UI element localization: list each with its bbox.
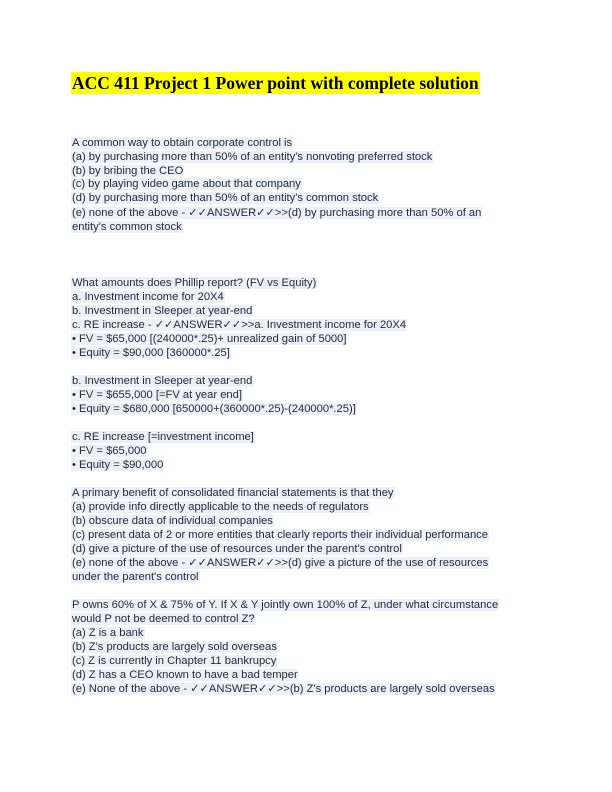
q4-stem: P owns 60% of X & 75% of Y. If X & Y jointly own 100% of Z, under what circumstance <box>72 599 499 611</box>
q4-stem-cont: would P not be deemed to control Z? <box>72 613 255 625</box>
q3-option-d: (d) give a picture of the use of resources under the parent's control <box>72 543 402 555</box>
q4-option-b: (b) Z's products are largely sold overseas <box>72 641 277 653</box>
q2-part-c-equity: • Equity = $90,000 <box>72 459 164 471</box>
q4-answer: (e) None of the above - ✓✓ANSWER✓✓>>(b) Z's products are largely sold overseas <box>72 683 495 695</box>
q3-option-c: (c) present data of 2 or more entities that clearly reports their individual performance <box>72 529 488 541</box>
document-title: ACC 411 Project 1 Power point with complete solution <box>72 73 479 93</box>
q2-part-c-heading: c. RE increase [=investment income] <box>72 431 254 443</box>
q4-option-d: (d) Z has a CEO known to have a bad temper <box>72 669 298 681</box>
q2-stem: What amounts does Phillip report? (FV vs Equity) <box>72 277 317 289</box>
q2-part-b-fv: • FV = $655,000 [=FV at year end] <box>72 389 242 401</box>
q3-option-b: (b) obscure data of individual companies <box>72 515 273 527</box>
q1-option-d: (d) by purchasing more than 50% of an entity's common stock <box>72 192 379 204</box>
q2-item-a: a. Investment income for 20X4 <box>72 291 224 303</box>
q1-answer: (e) none of the above - ✓✓ANSWER✓✓>>(d) by purchasing more than 50% of an <box>72 207 482 219</box>
q2-answer-fv: • FV = $65,000 [(240000*.25)+ unrealized gain of 5000] <box>72 333 347 345</box>
q3-option-a: (a) provide info directly applicable to the needs of regulators <box>72 501 369 513</box>
q1-option-b: (b) by bribing the CEO <box>72 165 184 177</box>
q2-part-b-equity: • Equity = $680,000 [650000+(360000*.25)-(240000*.25)] <box>72 403 356 415</box>
q3-answer-cont: under the parent's control <box>72 571 199 583</box>
q3-answer: (e) none of the above - ✓✓ANSWER✓✓>>(d) give a picture of the use of resources <box>72 557 489 569</box>
q2-answer: c. RE increase - ✓✓ANSWER✓✓>>a. Investment income for 20X4 <box>72 319 407 331</box>
q3-stem: A primary benefit of consolidated financial statements is that they <box>72 487 394 499</box>
q2-part-b-heading: b. Investment in Sleeper at year-end <box>72 375 253 387</box>
q4-option-c: (c) Z is currently in Chapter 11 bankrupcy <box>72 655 277 667</box>
q4-option-a: (a) Z is a bank <box>72 627 144 639</box>
q1-answer-cont: entity's common stock <box>72 221 182 233</box>
q1-stem: A common way to obtain corporate control is <box>72 137 293 149</box>
q2-item-b: b. Investment in Sleeper at year-end <box>72 305 253 317</box>
q1-option-a: (a) by purchasing more than 50% of an entity's nonvoting preferred stock <box>72 151 433 163</box>
q1-option-c: (c) by playing video game about that company <box>72 178 301 190</box>
q2-answer-equity: • Equity = $90,000 [360000*.25] <box>72 347 230 359</box>
q2-part-c-fv: • FV = $65,000 <box>72 445 147 457</box>
